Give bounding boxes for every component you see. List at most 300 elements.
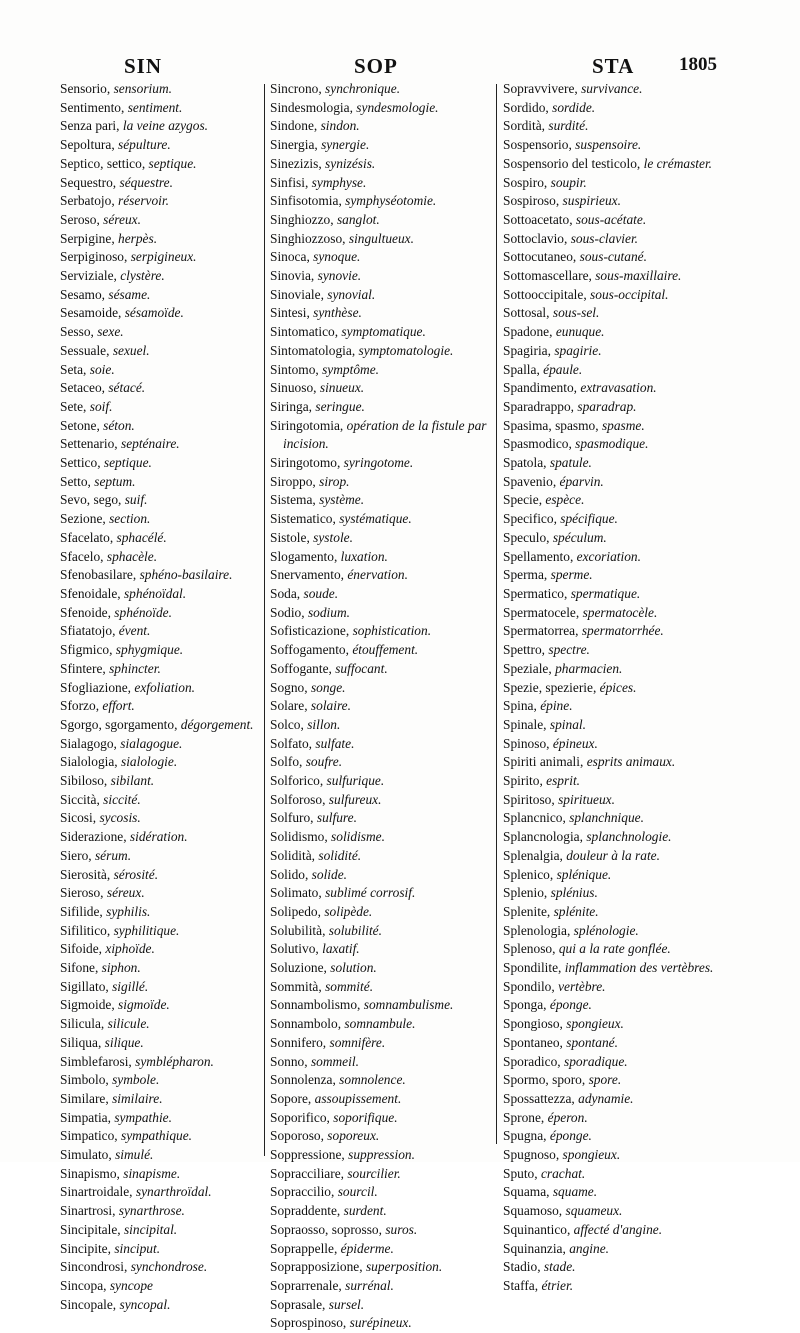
entry-term: Simpatia,: [60, 1109, 115, 1125]
entry-term: Sfenoidale,: [60, 585, 124, 601]
entry-term: Sicosi,: [60, 810, 100, 826]
dictionary-entry: [503, 211, 725, 230]
dictionary-entry: [270, 379, 492, 398]
dictionary-entry: [503, 342, 725, 361]
entry-term: Sesso,: [60, 324, 98, 340]
entry-translation: somnambulisme.: [363, 997, 454, 1013]
dictionary-entry: [270, 1277, 492, 1296]
entry-term: Spermatico,: [503, 585, 571, 601]
entry-term: Sgorgo, sgorgamento,: [60, 716, 181, 732]
entry-term: Sopracciliare,: [270, 1165, 348, 1181]
entry-term: Sonnambolo,: [270, 1016, 345, 1032]
entry-term: Seroso,: [60, 211, 104, 227]
entry-translation: assoupissement.: [314, 1090, 402, 1106]
dictionary-entry: [503, 1053, 725, 1072]
entry-translation: sindon.: [320, 118, 360, 134]
entry-term: Spormo, sporo,: [503, 1072, 589, 1088]
entry-term: Sistole,: [270, 529, 314, 545]
entry-term: Spondilite,: [503, 960, 565, 976]
dictionary-entry: [60, 117, 260, 136]
entry-term: Sensorio,: [60, 81, 114, 96]
dictionary-entry: [270, 398, 492, 417]
dictionary-entry: [503, 286, 725, 305]
dictionary-entry: [60, 566, 260, 585]
entry-term: Specie,: [503, 492, 546, 508]
entry-term: Splenologia,: [503, 922, 574, 938]
entry-translation: synchondrose.: [130, 1259, 208, 1275]
entry-translation: sésamoïde.: [124, 305, 184, 321]
entry-translation: solidité.: [318, 847, 362, 863]
entry-translation: effort.: [102, 698, 135, 714]
entry-term: Sifone,: [60, 960, 102, 976]
entry-term: Spavenio,: [503, 473, 560, 489]
entry-translation: silique.: [104, 1034, 144, 1050]
entry-term: Sevo, sego,: [60, 492, 125, 508]
entry-translation: sympathique.: [121, 1128, 193, 1144]
entry-translation: similaire.: [112, 1090, 163, 1106]
dictionary-entry: [270, 940, 492, 959]
entry-translation: sphacèle.: [106, 548, 158, 564]
entry-translation: épiderme.: [340, 1240, 394, 1256]
entry-term: Sinartroidale,: [60, 1184, 136, 1200]
entry-term: Sieroso,: [60, 885, 107, 901]
entry-translation: soporeux.: [327, 1128, 380, 1144]
entry-translation: sphénoïdal.: [123, 585, 187, 601]
entry-term: Spellamento,: [503, 548, 577, 564]
entry-translation: sigillé.: [112, 978, 149, 994]
entry-translation: somnolence.: [339, 1072, 406, 1088]
entry-translation: solution.: [330, 960, 377, 976]
page-number: 1805: [679, 54, 717, 75]
entry-term: Soprospinoso,: [270, 1315, 350, 1331]
entry-translation: angine.: [569, 1240, 609, 1256]
dictionary-entry: [503, 753, 725, 772]
entry-translation: spermatique.: [570, 585, 641, 601]
entry-translation: section.: [109, 511, 151, 527]
dictionary-entry: [60, 922, 260, 941]
dictionary-entry: [270, 753, 492, 772]
entry-term: Sinfisi,: [270, 174, 312, 190]
entry-translation: symphyse.: [311, 174, 367, 190]
entry-term: Solforico,: [270, 773, 327, 789]
dictionary-entry: [503, 117, 725, 136]
entry-term: Siringotomo,: [270, 455, 344, 471]
dictionary-entry: [270, 548, 492, 567]
dictionary-entry: [60, 791, 260, 810]
entry-term: Spatola,: [503, 455, 550, 471]
dictionary-entry: [60, 1277, 260, 1296]
entry-translation: sinueux.: [319, 380, 365, 396]
entry-translation: sétacé.: [108, 380, 146, 396]
entry-translation: superposition.: [365, 1259, 443, 1275]
entry-term: Solfato,: [270, 735, 316, 751]
entry-translation: synoque.: [313, 249, 361, 265]
entry-translation: symphyséotomie.: [345, 193, 437, 209]
entry-term: Settico,: [60, 455, 104, 471]
dictionary-entry: [270, 361, 492, 380]
entry-term: Sincrono,: [270, 81, 326, 96]
dictionary-entry: [270, 566, 492, 585]
entry-term: Solubilità,: [270, 922, 329, 938]
entry-translation: séreux.: [106, 885, 145, 901]
entry-term: Spasima, spasmo,: [503, 417, 602, 433]
entry-translation: suffocant.: [335, 660, 388, 676]
entry-translation: surrénal.: [345, 1278, 394, 1293]
entry-translation: évent.: [118, 623, 151, 639]
dictionary-entry: [503, 1109, 725, 1128]
entry-term: Splenoso,: [503, 941, 559, 957]
entry-term: Sospiro,: [503, 174, 551, 190]
entry-translation: splanchnique.: [569, 810, 644, 826]
entry-term: Sesamoide,: [60, 305, 125, 321]
dictionary-entry: [60, 660, 260, 679]
entry-term: Simpatico,: [60, 1128, 121, 1144]
entry-term: Sinergia,: [270, 137, 322, 153]
entry-term: Simbolo,: [60, 1072, 113, 1088]
dictionary-entry: [60, 361, 260, 380]
dictionary-entry: [503, 866, 725, 885]
dictionary-entry: [60, 847, 260, 866]
entry-translation: septique.: [148, 155, 197, 171]
entry-translation: séquestre.: [119, 174, 173, 190]
entry-translation: septénaire.: [120, 436, 180, 452]
entry-translation: étouffement.: [352, 642, 419, 658]
entry-translation: synovie.: [317, 268, 362, 284]
dictionary-entry: [503, 548, 725, 567]
column-divider-right: [496, 84, 497, 1144]
entry-translation: dégorgement.: [180, 716, 254, 732]
dictionary-entry: [60, 585, 260, 604]
dictionary-entry: [503, 791, 725, 810]
entry-translation: sous-clavier.: [570, 230, 639, 246]
entry-translation: épineux.: [552, 735, 598, 751]
entry-translation: symblépharon.: [135, 1053, 214, 1069]
entry-translation: spore.: [588, 1072, 622, 1088]
dictionary-entry: [503, 361, 725, 380]
entry-translation: spécifique.: [560, 511, 618, 527]
dictionary-entry: [270, 211, 492, 230]
entry-translation: syphilitique.: [113, 922, 180, 938]
entry-term: Septico, settico,: [60, 155, 149, 171]
dictionary-entry: [60, 772, 260, 791]
entry-translation: sycosis.: [99, 810, 141, 826]
entry-term: Sindone,: [270, 118, 321, 134]
dictionary-entry: [503, 136, 725, 155]
dictionary-entry: [270, 454, 492, 473]
dictionary-entry: [60, 959, 260, 978]
dictionary-entry: [60, 174, 260, 193]
entry-term: Sequestro,: [60, 174, 120, 190]
entry-term: Sezione,: [60, 511, 110, 527]
entry-translation: sourcilier.: [347, 1165, 401, 1181]
entry-translation: spagirie.: [554, 342, 602, 358]
dictionary-entry: [503, 473, 725, 492]
entry-term: Spermatocele,: [503, 604, 583, 620]
dictionary-entry: [60, 491, 260, 510]
dictionary-entry: [503, 1015, 725, 1034]
entry-translation: esprits animaux.: [586, 754, 676, 770]
entry-term: Solipedo,: [270, 903, 325, 919]
dictionary-entry: [60, 903, 260, 922]
dictionary-entry: [60, 398, 260, 417]
entry-term: Soprasale,: [270, 1296, 329, 1312]
entry-translation: spéculum.: [552, 529, 607, 545]
dictionary-entry: [503, 903, 725, 922]
entry-term: Sinovia,: [270, 268, 318, 284]
entry-term: Similare,: [60, 1090, 113, 1106]
entry-translation: splanchnologie.: [586, 829, 672, 845]
entry-term: Solfo,: [270, 754, 306, 770]
entry-translation: épaule.: [543, 361, 583, 377]
entry-translation: septum.: [94, 473, 136, 489]
dictionary-entry: [60, 679, 260, 698]
entry-term: Sistema,: [270, 492, 320, 508]
entry-translation: éponge.: [549, 1128, 592, 1144]
entry-term: Sfogliazione,: [60, 679, 135, 695]
entry-term: Sopore,: [270, 1090, 315, 1106]
entry-translation: sublimé corrosif.: [325, 885, 416, 901]
dictionary-entry: [270, 99, 492, 118]
dictionary-entry: [270, 80, 492, 99]
entry-term: Sintesi,: [270, 305, 314, 321]
dictionary-entry: [270, 1090, 492, 1109]
entry-translation: sulfate.: [315, 735, 355, 751]
entry-translation: luxation.: [340, 548, 388, 564]
entry-term: Setone,: [60, 417, 104, 433]
dictionary-entry: [503, 267, 725, 286]
dictionary-entry: [60, 136, 260, 155]
dictionary-entry: [503, 697, 725, 716]
dictionary-entry: [503, 940, 725, 959]
entry-translation: extravasation.: [580, 380, 657, 396]
entry-term: Senza pari,: [60, 118, 123, 134]
entry-translation: spinal.: [549, 716, 586, 732]
dictionary-entry: [503, 735, 725, 754]
entry-term: Sordità,: [503, 118, 549, 134]
dictionary-entry: [503, 230, 725, 249]
entry-term: Sforzo,: [60, 698, 103, 714]
entry-term: Sfigmico,: [60, 642, 116, 658]
dictionary-entry: [503, 80, 725, 99]
entry-translation: sommeil.: [310, 1053, 359, 1069]
entry-translation: sous-maxillaire.: [595, 268, 682, 284]
entry-translation: spermatorrhée.: [581, 623, 664, 639]
dictionary-column-right: [503, 80, 725, 1296]
entry-translation: éparvin.: [559, 473, 604, 489]
entry-term: Solfuro,: [270, 810, 317, 826]
entry-translation: sodium.: [307, 604, 350, 620]
entry-term: Sottosal,: [503, 305, 553, 321]
dictionary-entry: [503, 828, 725, 847]
dictionary-entry: [60, 1034, 260, 1053]
entry-translation: sphacélé.: [116, 529, 167, 545]
entry-term: Sistematico,: [270, 511, 340, 527]
entry-translation: soupir.: [550, 174, 587, 190]
entry-translation: éperon.: [547, 1109, 588, 1125]
dictionary-entry: [60, 1165, 260, 1184]
dictionary-entry: [270, 155, 492, 174]
entry-translation: exfoliation.: [134, 679, 195, 695]
entry-translation: excoriation.: [576, 548, 641, 564]
dictionary-entry: [503, 1221, 725, 1240]
dictionary-entry: [270, 117, 492, 136]
dictionary-entry: [270, 510, 492, 529]
entry-term: Speziale,: [503, 660, 556, 676]
entry-translation: le crémaster.: [643, 155, 713, 171]
entry-translation: sentiment.: [127, 99, 183, 115]
dictionary-entry: [503, 454, 725, 473]
dictionary-column-left: [60, 80, 260, 1314]
entry-translation: esprit.: [546, 773, 581, 789]
dictionary-entry: [270, 866, 492, 885]
entry-translation: symptomatique.: [341, 324, 426, 340]
entry-term: Soprappelle,: [270, 1240, 341, 1256]
entry-term: Sialologia,: [60, 754, 121, 770]
entry-term: Sfenobasilare,: [60, 567, 140, 583]
entry-term: Splancnico,: [503, 810, 570, 826]
entry-term: Sfacelato,: [60, 529, 117, 545]
entry-translation: sparadrap.: [577, 398, 637, 414]
entry-term: Sottoclavio,: [503, 230, 571, 246]
entry-term: Sottomascellare,: [503, 268, 596, 284]
dictionary-entry: [270, 1314, 492, 1333]
entry-translation: surdité.: [548, 118, 589, 134]
entry-term: Spinale,: [503, 716, 550, 732]
entry-translation: songe.: [310, 679, 346, 695]
entry-translation: sous-acétate.: [575, 211, 647, 227]
dictionary-entry: [270, 1240, 492, 1259]
entry-term: Sonnifero,: [270, 1034, 330, 1050]
dictionary-entry: [503, 1127, 725, 1146]
dictionary-entry: [503, 379, 725, 398]
entry-translation: syndesmologie.: [356, 99, 439, 115]
dictionary-entry: [503, 679, 725, 698]
entry-translation: systole.: [313, 529, 353, 545]
entry-translation: squameux.: [565, 1203, 623, 1219]
entry-term: Siringotomia,: [270, 417, 347, 433]
entry-term: Singhiozzo,: [270, 211, 337, 227]
dictionary-entry: [60, 716, 260, 735]
dictionary-entry: [503, 248, 725, 267]
entry-translation: clystère.: [120, 268, 165, 284]
entry-translation: sous-sel.: [552, 305, 600, 321]
dictionary-entry: [60, 417, 260, 436]
entry-translation: sigmoïde.: [118, 997, 170, 1013]
dictionary-entry: [503, 585, 725, 604]
entry-term: Spongioso,: [503, 1016, 567, 1032]
entry-term: Sibiloso,: [60, 773, 111, 789]
dictionary-entry: [60, 304, 260, 323]
entry-term: Soporoso,: [270, 1128, 328, 1144]
entry-term: Sifilide,: [60, 903, 107, 919]
entry-term: Solforoso,: [270, 791, 329, 807]
entry-translation: crachat.: [540, 1165, 586, 1181]
header-right-guide-word: STA: [592, 54, 635, 78]
entry-translation: sordide.: [552, 99, 596, 115]
entry-term: Spirito,: [503, 773, 547, 789]
entry-translation: sursel.: [328, 1296, 365, 1312]
entry-translation: sommité.: [325, 978, 374, 994]
dictionary-column-middle: [270, 80, 492, 1333]
entry-term: Speculo,: [503, 529, 553, 545]
dictionary-entry: [503, 996, 725, 1015]
entry-translation: sperme.: [550, 567, 593, 583]
dictionary-entry: [270, 791, 492, 810]
entry-translation: séton.: [103, 417, 135, 433]
dictionary-entry: [270, 174, 492, 193]
entry-translation: suspirieux.: [562, 193, 621, 209]
entry-term: Sperma,: [503, 567, 551, 583]
dictionary-entry: [60, 267, 260, 286]
dictionary-entry: [60, 155, 260, 174]
dictionary-entry: [270, 1165, 492, 1184]
entry-translation: somnambule.: [344, 1016, 416, 1032]
entry-term: Spugnoso,: [503, 1147, 563, 1163]
dictionary-entry: [503, 435, 725, 454]
dictionary-entry: [503, 847, 725, 866]
entry-translation: sphénoïde.: [114, 604, 172, 620]
dictionary-entry: [60, 735, 260, 754]
dictionary-entry: [503, 304, 725, 323]
dictionary-entry: [270, 1183, 492, 1202]
dictionary-entry: [270, 978, 492, 997]
entry-term: Solido,: [270, 866, 312, 882]
dictionary-entry: [270, 304, 492, 323]
dictionary-entry: [270, 1015, 492, 1034]
entry-term: Siroppo,: [270, 473, 320, 489]
dictionary-entry: [270, 1034, 492, 1053]
entry-term: Slogamento,: [270, 548, 341, 564]
dictionary-entry: [270, 903, 492, 922]
entry-term: Sospiroso,: [503, 193, 563, 209]
entry-term: Sopraccilio,: [270, 1184, 338, 1200]
entry-term: Solare,: [270, 698, 311, 714]
entry-translation: solubilité.: [328, 922, 382, 938]
entry-translation: surépineux.: [349, 1315, 412, 1331]
dictionary-entry: [60, 809, 260, 828]
entry-term: Setaceo,: [60, 380, 109, 396]
entry-term: Sopraddente,: [270, 1203, 344, 1219]
dictionary-entry: [503, 155, 725, 174]
entry-translation: sialagogue.: [120, 735, 183, 751]
entry-translation: survivance.: [581, 81, 643, 96]
entry-translation: symptomatologie.: [358, 342, 454, 358]
entry-translation: septique.: [103, 455, 152, 471]
entry-translation: stade.: [543, 1259, 576, 1275]
column-divider-left: [264, 84, 265, 1156]
header-middle-guide-word: SOP: [354, 54, 398, 78]
entry-term: Solco,: [270, 716, 308, 732]
entry-translation: synergie.: [321, 137, 370, 153]
dictionary-entry: [503, 1202, 725, 1221]
dictionary-entry: [60, 510, 260, 529]
entry-term: Sinuoso,: [270, 380, 320, 396]
entry-translation: synthèse.: [313, 305, 362, 321]
entry-translation: soie.: [89, 361, 115, 377]
entry-translation: sulfure.: [316, 810, 357, 826]
entry-translation: solidisme.: [331, 829, 385, 845]
dictionary-entry: [270, 922, 492, 941]
header-left-guide-word: SIN: [124, 54, 163, 78]
entry-term: Sincipitale,: [60, 1221, 124, 1237]
entry-term: Sfiatatojo,: [60, 623, 119, 639]
entry-translation: éponge.: [549, 997, 592, 1013]
entry-term: Sincipite,: [60, 1240, 115, 1256]
entry-term: Sonnambolismo,: [270, 997, 364, 1013]
entry-term: Serviziale,: [60, 268, 121, 284]
dictionary-entry: [60, 978, 260, 997]
entry-translation: vertèbre.: [558, 978, 606, 994]
